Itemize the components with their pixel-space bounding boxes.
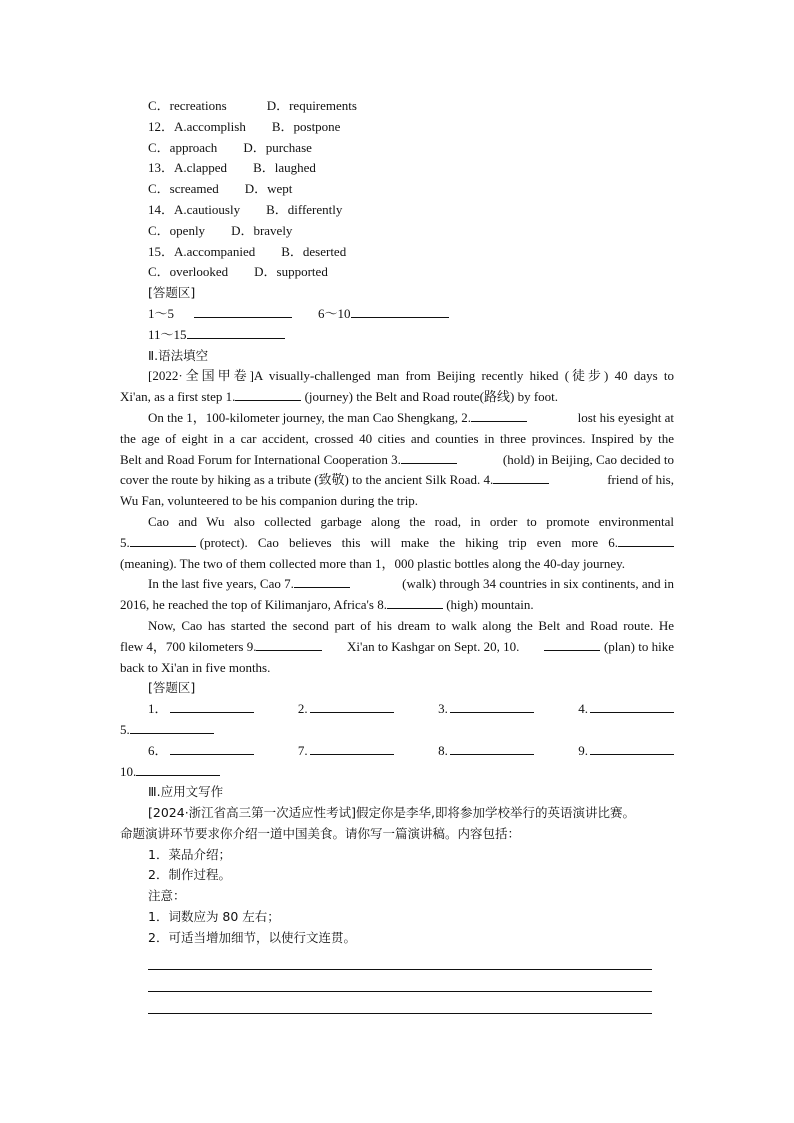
option-text: B．deserted [281, 243, 347, 259]
range-label: 6～10 [318, 305, 351, 321]
passage-text: (hold) in Beijing, Cao decided to [502, 451, 674, 467]
answer-cell [148, 699, 254, 720]
passage-line: back to Xi'an in five months. [120, 659, 271, 675]
writing-prompt-line: 命题演讲环节要求你介绍一道中国美食。请你写一篇演讲稿。内容包括： [120, 825, 521, 841]
writing-requirement: 1．菜品介绍； [148, 846, 231, 862]
answer-blank[interactable] [401, 450, 457, 464]
passage-text: Xi'an, as a first step 1. [120, 389, 236, 405]
worksheet-page [120, 96, 674, 1014]
option-text: 14．A.cautiously [148, 201, 241, 217]
answer-number: 10. [120, 763, 137, 779]
passage-line: Wu Fan, volunteered to be his companion during the trip. [120, 493, 419, 509]
grammar-answer-row-1 [120, 699, 674, 720]
cloze-question-15-cd [120, 262, 674, 283]
passage-text: Belt and Road Forum for International Cooperation 3. [120, 451, 401, 467]
passage-line [120, 637, 674, 658]
passage-line [120, 408, 674, 429]
writing-line[interactable] [148, 992, 652, 1014]
passage-text: lost his eyesight at [577, 409, 674, 425]
option-text: C．approach [148, 139, 218, 155]
passage-text: Xi'an to Kashgar on Sept. 20, 10. [347, 638, 520, 654]
writing-prompt-line: [2024·浙江省高三第一次适应性考试]假定你是李华,即将参加学校举行的英语演讲比赛。 [148, 805, 636, 821]
option-text: C．overlooked [148, 264, 229, 280]
cloze-question-12-ab [120, 117, 674, 138]
writing-requirement: 2．制作过程。 [148, 867, 231, 883]
answer-cell [298, 699, 394, 720]
answer-area-label: [答题区] [148, 285, 196, 301]
option-text: D．supported [254, 264, 328, 280]
answer-blank[interactable] [170, 741, 254, 755]
answer-number: 7. [297, 742, 308, 758]
grammar-answer-row-2b [120, 762, 674, 783]
passage-line: Cao and Wu also collected garbage along the road, in order to promote environmental [148, 513, 674, 529]
passage-line: [2022·全国甲卷]A visually-challenged man from Beijing recently hiked (徒步) 40 days to [148, 368, 674, 384]
answer-blank[interactable] [590, 699, 674, 713]
answer-blank[interactable] [136, 762, 220, 776]
cloze-question-13-cd [120, 179, 674, 200]
answer-number: 8. [438, 742, 448, 758]
answer-cell [578, 699, 674, 720]
passage-text: 2016, he reached the top of Kilimanjaro, Africa's 8. [120, 597, 387, 613]
writing-line[interactable] [148, 970, 652, 992]
passage-line [120, 533, 674, 554]
answer-blank[interactable] [310, 741, 394, 755]
option-text: B．differently [266, 201, 343, 217]
answer-blank[interactable] [256, 637, 322, 651]
answer-number: 3. [438, 701, 448, 717]
writing-note: 1．词数应为 80 左右； [148, 909, 280, 925]
answer-number: 2. [297, 701, 308, 717]
answer-blank[interactable] [387, 595, 443, 609]
option-text: D．purchase [243, 139, 312, 155]
answer-blank[interactable] [130, 533, 196, 547]
answer-blank[interactable] [351, 304, 449, 318]
option-text: B．postpone [271, 118, 341, 134]
answer-number: 4. [578, 701, 588, 717]
answer-blank[interactable] [294, 574, 350, 588]
passage-text: friend of his, [607, 472, 674, 488]
answer-blank[interactable] [170, 699, 254, 713]
writing-note-label: 注意： [148, 888, 186, 904]
section-heading: Ⅲ.应用文写作 [148, 784, 224, 800]
option-text: D．bravely [231, 222, 293, 238]
answer-area-label: [答题区] [148, 680, 196, 696]
passage-text: (protect). Cao believes this will make the hiking trip even more 6. [199, 534, 618, 550]
cloze-question-15-ab [120, 242, 674, 263]
option-text: B．laughed [253, 160, 316, 176]
cloze-question-13-ab [120, 158, 674, 179]
answer-number: 1． [148, 701, 168, 717]
answer-number: 5. [120, 721, 130, 737]
range-label: 1～5 [148, 305, 175, 321]
passage-line: Now, Cao has started the second part of his dream to walk along the Belt and Road route. He [148, 617, 674, 633]
cloze-answer-row-2 [120, 325, 674, 346]
answer-blank[interactable] [618, 533, 674, 547]
passage-text: cover the route by hiking as a tribute (致敬) to the ancient Silk Road. 4. [120, 472, 494, 488]
cloze-question-14-ab [120, 200, 674, 221]
answer-blank[interactable] [450, 741, 534, 755]
writing-note: 2．可适当增加细节，以使行文连贯。 [148, 929, 356, 945]
answer-cell [298, 741, 394, 762]
answer-cell [438, 741, 534, 762]
answer-number: 9. [578, 742, 588, 758]
answer-blank[interactable] [544, 637, 600, 651]
passage-text: 5. [120, 534, 130, 550]
option-text: 12．A.accomplish [148, 118, 246, 134]
answer-number: 6． [148, 742, 168, 758]
option-text: 15．A.accompanied [148, 243, 256, 259]
range-label: 11～15 [148, 326, 187, 342]
answer-blank[interactable] [471, 408, 527, 422]
passage-text: (high) mountain. [446, 597, 534, 613]
passage-line [120, 574, 674, 595]
grammar-answer-row-2 [120, 741, 674, 762]
writing-line[interactable] [148, 949, 652, 971]
option-text: C．screamed [148, 181, 219, 197]
answer-blank[interactable] [187, 325, 285, 339]
answer-blank[interactable] [590, 741, 674, 755]
answer-blank[interactable] [310, 699, 394, 713]
cloze-question-14-cd [120, 221, 674, 242]
option-text: D．requirements [266, 98, 357, 113]
grammar-answer-row-1b [120, 720, 674, 741]
passage-text: (walk) through 34 countries in six continents, and in [402, 576, 674, 592]
answer-blank[interactable] [130, 720, 214, 734]
passage-text: (journey) the Belt and Road route(路线) by foot. [304, 389, 559, 405]
passage-line: the age of eight in a car accident, crossed 40 cities and counties in three provinces. Inspired by the [120, 430, 674, 446]
answer-blank[interactable] [194, 304, 292, 318]
answer-cell [438, 699, 534, 720]
passage-text: (plan) to hike [603, 638, 674, 654]
passage-line [120, 595, 674, 616]
option-text: 13．A.clapped [148, 160, 228, 176]
cloze-answer-row-1 [120, 304, 674, 325]
section-heading: Ⅱ.语法填空 [148, 347, 209, 363]
answer-blank[interactable] [450, 699, 534, 713]
passage-text: flew 4，700 kilometers 9. [120, 638, 257, 654]
answer-cell [148, 741, 254, 762]
passage-text: On the 1，100-kilometer journey, the man Cao Shengkang, 2. [148, 409, 472, 425]
cloze-options-11-cd [120, 96, 674, 117]
passage-text: In the last five years, Cao 7. [148, 576, 294, 592]
answer-blank[interactable] [493, 470, 549, 484]
passage-line [120, 470, 674, 491]
option-text: C．openly [148, 222, 206, 238]
passage-line: (meaning). The two of them collected more than 1，000 plastic bottles along the 40-day journey. [120, 555, 626, 571]
option-text: D．wept [244, 181, 293, 197]
cloze-question-12-cd [120, 138, 674, 159]
answer-blank[interactable] [235, 387, 301, 401]
answer-cell [578, 741, 674, 762]
passage-line [120, 450, 674, 471]
passage-line [120, 387, 674, 408]
option-text: C．recreations [148, 98, 227, 113]
